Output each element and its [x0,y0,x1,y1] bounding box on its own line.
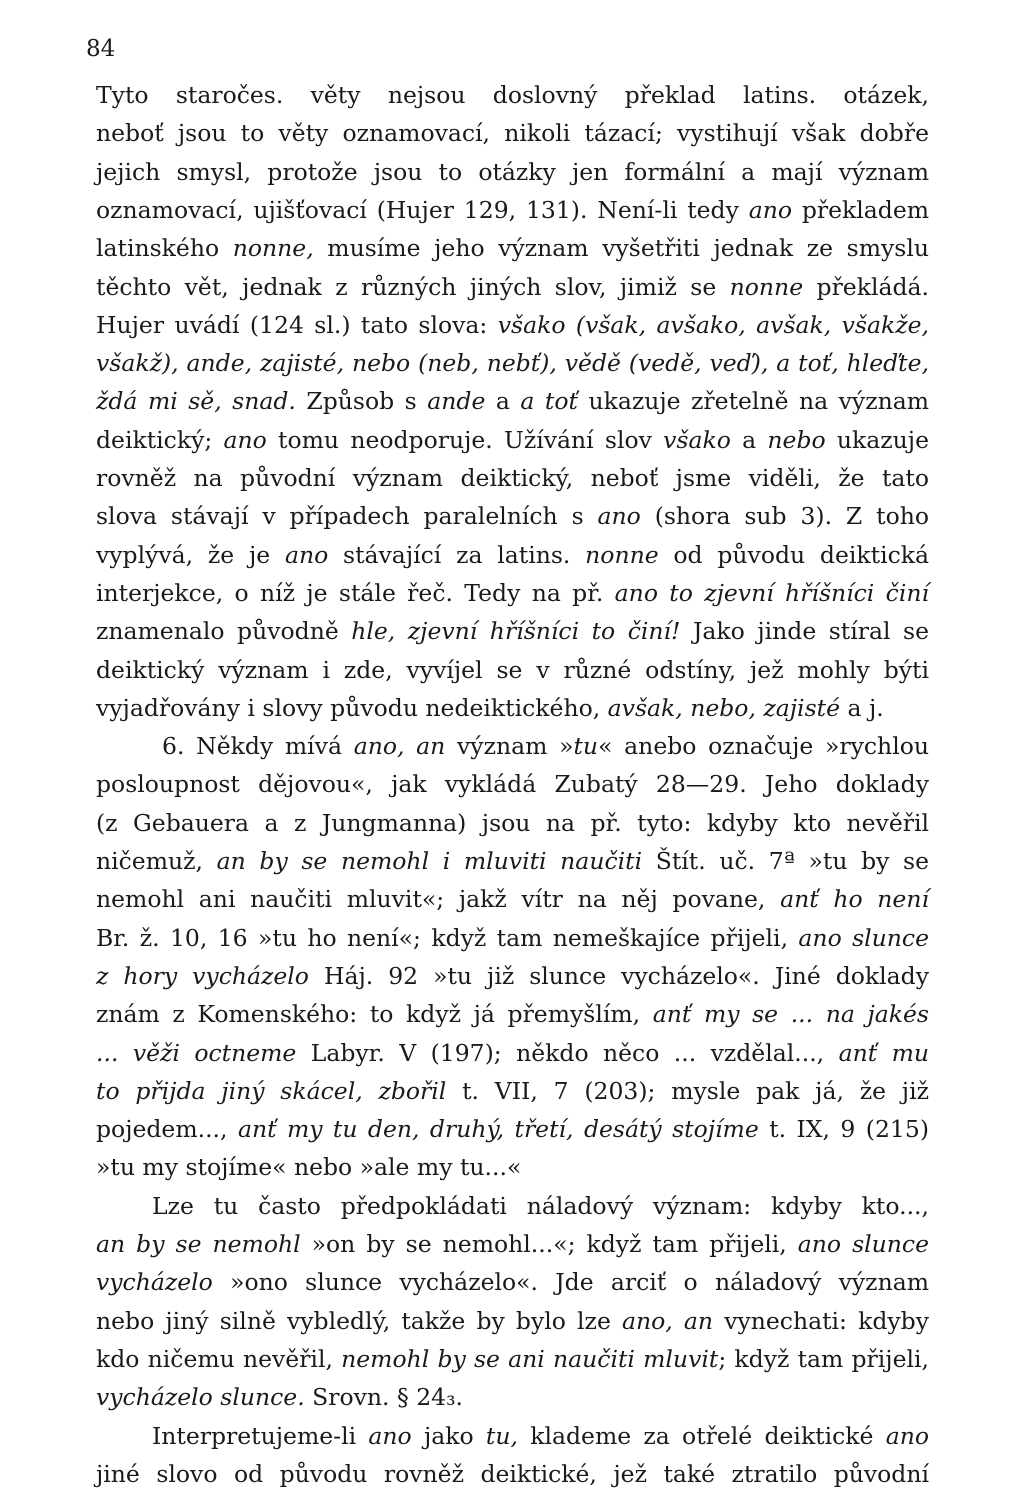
text-line [96,154,929,190]
text-line [96,843,929,879]
text-run: rovněž na původní význam deiktický, neboť jsme viděli, že tato [96,464,929,492]
italic-run: avšak, nebo, zajisté [607,693,840,722]
italic-run: to přijda jiný skácel, zbořil [96,1076,447,1105]
italic-run: ... věži octneme [96,1038,297,1067]
text-line [96,881,929,917]
text-run: od původu deiktická [658,540,930,569]
text-run: klademe za otřelé deiktické [517,1421,886,1450]
text-line [96,383,929,419]
italic-run: anť my tu den, druhý, třetí, desátý stojíme [237,1115,759,1144]
text-run: znám z Komenského: to když já přemyšlím, [96,1000,653,1029]
text-line [96,422,929,458]
text-run: ukazuje [825,425,929,454]
text-run: Tyto staročes. věty nejsou doslovný překlad latins. otázek, [96,81,929,109]
text-line [96,920,929,956]
text-run: a j. [840,693,884,722]
italic-run: ždá mi sě, snad. [96,387,296,416]
text-run: vynechati: kdyby [713,1306,929,1335]
italic-run: vycházelo slunce. [96,1383,305,1412]
text-run: znamenalo původně [96,617,352,646]
text-run: pojedem..., [96,1115,238,1144]
text-line [96,1456,929,1492]
text-line [96,230,929,266]
text-run: 6. Někdy mívá [162,732,354,761]
text-line [96,996,929,1032]
text-run: Hujer uvádí (124 sl.) tato slova: [96,310,498,339]
italic-run: ano to zjevní hříšníci činí [614,578,929,607]
text-line [96,1341,929,1377]
text-run: jejich smysl, protože jsou to otázky jen formální a mají význam [96,157,929,186]
text-run: těchto vět, jednak z různých jiných slov, jimiž se [96,272,730,301]
text-line [96,115,929,151]
text-run: « anebo označuje »rychlou [598,732,929,761]
text-line [96,192,929,228]
italic-run: nonne [729,272,804,301]
text-line [96,269,929,305]
italic-run: tu, [485,1421,518,1450]
text-run: »tu my stojíme« nebo »ale my tu...« [96,1153,522,1182]
text-line [96,1035,929,1071]
text-line [96,307,929,343]
text-run: t. VII, 7 (203); mysle pak já, že již [446,1076,929,1105]
text-run: ; když tam přijeli, [718,1344,929,1373]
text-line [96,1111,929,1147]
text-run: nemohl ani naučiti mluvit«; jakž vítr na něj povane, [96,885,781,914]
text-line [96,1226,929,1262]
italic-run: ande [427,387,486,416]
text-line [96,1073,929,1109]
text-run: ukazuje zřetelně na význam [577,387,930,416]
text-line [96,345,929,381]
page-number: 84 [86,36,116,62]
italic-run: an by se nemohl [96,1230,301,1258]
italic-run: an by se nemohl i mluviti naučiti [216,847,643,875]
text-run: neboť jsou to věty oznamovací, nikoli tázací; vystihují však dobře [96,119,929,148]
italic-run: ano, an [353,732,446,761]
text-run: vyplývá, že je [96,540,285,569]
text-run: deiktický; [96,425,224,454]
text-line [96,77,929,113]
text-run: musíme jeho význam vyšetřiti jednak ze smyslu [313,234,929,263]
text-run: a [730,425,768,454]
text-run: kdo ničemu nevěřil, [96,1344,342,1373]
text-run: oznamovací, ujišťovací (Hujer 129, 131). Není-li tedy [96,195,749,224]
italic-run: všakž), ande, zajisté, nebo (neb, nebť), vědě (vedě, veď), a toť, hleďte, [96,349,929,378]
text-line [96,652,929,688]
italic-run: nonne, [232,234,314,263]
text-run: Labyr. V (197); někdo něco ... vzdělal..., [296,1038,839,1067]
text-run: interjekce, o níž je stále řeč. Tedy na př. [96,578,615,607]
text-run: Háj. 92 »tu již slunce vycházelo«. Jiné doklady [308,961,929,990]
text-line [152,1188,929,1224]
italic-run: ano [368,1421,412,1450]
text-run: t. IX, 9 (215) [758,1115,929,1144]
italic-run: ano [223,425,267,454]
text-line [96,1264,929,1300]
italic-run: vycházelo [96,1268,213,1297]
italic-run: všako (však, avšako, avšak, všakže, [497,310,929,339]
text-line [162,728,929,764]
text-line [96,537,929,573]
italic-run: ano [748,195,792,224]
text-line [96,1379,929,1415]
text-line [96,958,929,994]
text-run: slova stávají v případech paralelních s [96,502,598,531]
text-line [152,1418,929,1454]
text-run: jako [411,1421,486,1450]
text-line [96,766,929,802]
text-run: překládá. [803,272,929,301]
text-run: »ono slunce vycházelo«. Jde arciť o náladový význam [212,1268,929,1297]
text-run: význam » [445,732,574,761]
text-run: »on by se nemohl...«; když tam přijeli, [300,1230,798,1258]
text-run: Br. ž. 10, 16 »tu ho není«; když tam nemeškajíce přijeli, [96,923,799,952]
italic-run: ano [597,502,641,531]
italic-run: ano slunce [798,923,930,952]
text-line [96,690,929,726]
text-run: Srovn. § 24₃. [304,1383,463,1412]
text-run: posloupnost dějovou«, jak vykládá Zubatý 28—29. Jeho doklady [96,770,929,799]
italic-run: anť my se ... na jakés [652,1000,929,1029]
text-run: nebo jiný silně vybledlý, takže by bylo lze [96,1306,622,1335]
italic-run: všako [663,425,731,454]
text-line [96,498,929,534]
text-run: stávající za latins. [328,540,586,569]
text-line [96,1303,929,1339]
text-run: Interpretujeme-li [152,1421,369,1450]
text-run: ničemuž, [96,847,217,875]
text-run: překladem [792,195,930,224]
text-line [96,613,929,649]
text-run: vyjadřovány i slovy původu nedeiktického, [96,693,608,722]
text-line [96,1149,929,1185]
text-run: tomu neodporuje. Užívání slov [266,425,664,454]
italic-run: a toť [520,387,578,416]
text-line [96,575,929,611]
italic-run: nebo [767,425,826,454]
text-run: (shora sub 3). Z toho [640,502,930,531]
italic-run: z hory vycházelo [96,961,309,990]
italic-run: ano [885,1421,930,1450]
italic-run: ano, an [622,1306,714,1335]
text-run: (z Gebauera a z Jungmanna) jsou na př. tyto: kdyby kto nevěřil [96,808,929,837]
text-run: Lze tu často předpokládati náladový význam: kdyby kto..., [152,1191,929,1220]
italic-run: tu [573,732,599,761]
italic-run: hle, zjevní hříšníci to činí! [351,617,681,646]
text-run: Způsob s [295,387,428,416]
text-run: Štít. uč. 7ª »tu by se [642,847,929,875]
italic-run: ano slunce [797,1230,929,1258]
text-run: deiktický význam i zde, vyvíjel se v různé odstíny, jež mohly býti [96,655,929,684]
italic-run: ano [284,540,329,569]
italic-run: nonne [585,540,659,569]
text-run: jiné slovo od původu rovněž deiktické, jež také ztratilo původní [96,1459,929,1488]
text-run: Jako jinde stíral se [680,617,929,646]
text-line [96,460,929,496]
text-run: latinského [96,234,233,263]
italic-run: anť ho není [780,885,929,914]
italic-run: anť mu [838,1038,929,1067]
text-run: a [485,387,521,416]
italic-run: nemohl by se ani naučiti mluvit [341,1344,719,1373]
text-line [96,805,929,841]
